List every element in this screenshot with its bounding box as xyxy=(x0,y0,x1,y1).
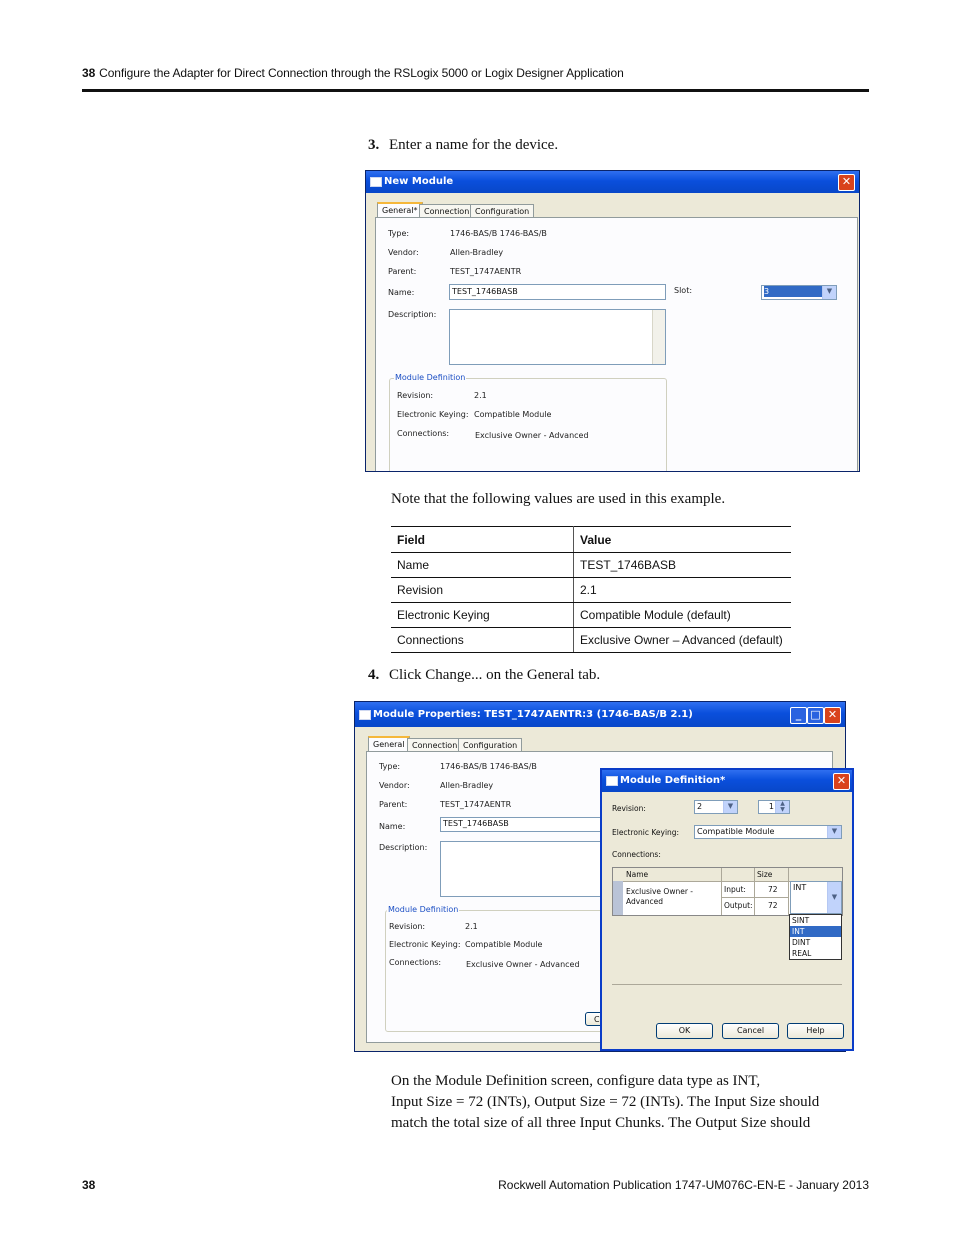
chevron-down-icon[interactable]: ▼ xyxy=(822,286,836,299)
connections-label: Connections: xyxy=(612,850,661,859)
slot-select[interactable] xyxy=(761,285,837,300)
slot-label: Slot: xyxy=(674,286,693,295)
data-type-option[interactable]: REAL xyxy=(792,949,812,958)
new-module-title: New Module xyxy=(384,176,454,187)
type-value: 1746-BAS/B 1746-BAS/B xyxy=(450,229,547,238)
divider xyxy=(612,984,842,985)
new-module-titlebar xyxy=(366,171,859,193)
data-type-option-selected[interactable]: INT xyxy=(790,926,841,937)
chevron-down-icon[interactable]: ▼ xyxy=(827,882,841,913)
footer-page-number: 38 xyxy=(82,1178,96,1192)
table-row xyxy=(391,553,791,578)
change-button[interactable]: C xyxy=(585,1012,609,1026)
grid-header-name: Name xyxy=(626,870,649,879)
tab-configuration[interactable]: Configuration xyxy=(470,204,534,218)
tab-connection[interactable]: Connection xyxy=(407,738,462,752)
step-3 xyxy=(368,137,558,154)
revision-major-value: 2 xyxy=(697,802,703,811)
vendor-value: Allen-Bradley xyxy=(450,248,504,257)
table-header-field: Field xyxy=(391,527,574,553)
tab-general[interactable]: General* xyxy=(377,202,423,218)
module-properties-titlebar xyxy=(355,702,845,727)
parent-value: TEST_1747AENTR xyxy=(440,800,512,809)
grid-divider xyxy=(721,868,722,915)
data-type-select[interactable] xyxy=(790,881,842,914)
scrollbar[interactable] xyxy=(652,310,665,364)
connections-label: Connections: xyxy=(389,958,442,967)
description-textarea[interactable] xyxy=(440,841,610,897)
module-definition-title: Module Definition* xyxy=(620,775,726,786)
description-textarea[interactable] xyxy=(449,309,666,365)
data-type-option[interactable]: DINT xyxy=(792,938,811,947)
connections-value: Exclusive Owner - Advanced xyxy=(466,960,580,969)
window-icon xyxy=(606,776,618,786)
name-label: Name: xyxy=(388,288,415,297)
close-icon[interactable]: ✕ xyxy=(833,773,850,790)
table-cell: Compatible Module (default) xyxy=(574,603,792,628)
revision-minor-value: 1 xyxy=(768,802,774,811)
maximize-icon[interactable]: □ xyxy=(807,707,824,724)
paragraph-line-1: On the Module Definition screen, configure data type as INT, xyxy=(391,1073,761,1089)
table-cell: Electronic Keying xyxy=(391,603,574,628)
keying-value: Compatible Module xyxy=(465,940,543,949)
row-selector[interactable] xyxy=(613,881,623,915)
header-rule xyxy=(82,89,869,92)
keying-select[interactable] xyxy=(694,825,842,839)
header-title: Configure the Adapter for Direct Connection through the RSLogix 5000 or Logix Designer Application xyxy=(99,66,624,80)
close-icon[interactable]: ✕ xyxy=(824,707,841,724)
tab-connection[interactable]: Connection xyxy=(419,204,474,218)
grid-divider xyxy=(788,868,789,915)
grid-divider xyxy=(754,868,755,915)
header-page-number: 38 xyxy=(82,66,96,80)
keying-label: Electronic Keying: xyxy=(389,940,461,949)
window-icon xyxy=(370,177,382,187)
table-cell: Connections xyxy=(391,628,574,653)
step-4-text: Click Change... on the General tab. xyxy=(389,667,601,683)
table-header-row xyxy=(391,527,791,553)
module-definition-legend: Module Definition xyxy=(395,373,466,382)
name-label: Name: xyxy=(379,822,406,831)
step-4-number: 4. xyxy=(368,667,380,683)
body-paragraph xyxy=(391,1071,871,1134)
keying-label: Electronic Keying: xyxy=(397,410,469,419)
table-cell: Name xyxy=(391,553,574,578)
minimize-icon[interactable]: _ xyxy=(790,707,807,724)
revision-label: Revision: xyxy=(397,391,434,400)
module-definition-legend: Module Definition xyxy=(388,905,459,914)
revision-label: Revision: xyxy=(612,804,646,813)
general-panel xyxy=(375,217,858,472)
connections-value: Exclusive Owner - Advanced xyxy=(475,431,589,440)
name-input[interactable]: TEST_1746BASB xyxy=(440,817,610,832)
data-type-value: INT xyxy=(793,883,807,892)
vendor-label: Vendor: xyxy=(379,781,410,790)
step-4 xyxy=(368,667,600,684)
ok-button[interactable]: OK xyxy=(656,1023,713,1039)
tab-general[interactable]: General xyxy=(368,736,410,752)
table-row xyxy=(391,603,791,628)
type-value: 1746-BAS/B 1746-BAS/B xyxy=(440,762,537,771)
table-cell: Revision xyxy=(391,578,574,603)
table-row xyxy=(391,578,791,603)
output-label: Output: xyxy=(724,901,753,910)
module-definition-titlebar xyxy=(602,770,852,792)
description-label: Description: xyxy=(388,310,437,319)
type-label: Type: xyxy=(388,229,410,238)
cancel-button[interactable]: Cancel xyxy=(722,1023,779,1039)
revision-major-select[interactable] xyxy=(694,800,738,814)
parent-value: TEST_1747AENTR xyxy=(450,267,522,276)
close-icon[interactable]: ✕ xyxy=(838,174,855,191)
table-cell: TEST_1746BASB xyxy=(574,553,792,578)
table-cell: 2.1 xyxy=(574,578,792,603)
keying-label: Electronic Keying: xyxy=(612,828,680,837)
input-label: Input: xyxy=(724,885,746,894)
table-row xyxy=(391,628,791,653)
grid-row-divider xyxy=(721,897,788,898)
grid-header-size: Size xyxy=(757,870,773,879)
input-size[interactable]: 72 xyxy=(768,885,778,894)
running-header xyxy=(82,66,624,80)
chevron-down-icon[interactable]: ▼ xyxy=(723,801,737,813)
chevron-down-icon[interactable]: ▼ xyxy=(827,826,841,838)
data-type-dropdown xyxy=(789,914,842,960)
revision-minor-spinner[interactable] xyxy=(758,800,790,814)
module-properties-title: Module Properties: TEST_1747AENTR:3 (1746-BAS/B 2.1) xyxy=(373,709,693,720)
parent-label: Parent: xyxy=(388,267,417,276)
keying-value: Compatible Module xyxy=(474,410,552,419)
step-3-number: 3. xyxy=(368,137,380,153)
connections-label: Connections: xyxy=(397,429,450,438)
connections-grid xyxy=(612,867,843,916)
tab-configuration[interactable]: Configuration xyxy=(458,738,522,752)
revision-value: 2.1 xyxy=(474,391,487,400)
vendor-value: Allen-Bradley xyxy=(440,781,494,790)
output-size[interactable]: 72 xyxy=(768,901,778,910)
data-type-option[interactable]: SINT xyxy=(792,916,810,925)
table-cell: Exclusive Owner – Advanced (default) xyxy=(574,628,792,653)
keying-value: Compatible Module xyxy=(697,827,775,836)
revision-label: Revision: xyxy=(389,922,426,931)
module-definition-dialog xyxy=(600,768,854,1051)
paragraph-line-2: Input Size = 72 (INTs), Output Size = 72 (INTs). The Input Size should xyxy=(391,1094,820,1110)
slot-value: 3 xyxy=(764,286,822,297)
revision-value: 2.1 xyxy=(465,922,478,931)
help-button[interactable]: Help xyxy=(787,1023,844,1039)
vendor-label: Vendor: xyxy=(388,248,419,257)
spinner-arrows-icon[interactable]: ▲ ▼ xyxy=(775,801,789,813)
step-3-text: Enter a name for the device. xyxy=(389,137,559,153)
values-table xyxy=(391,526,791,653)
connection-name: Exclusive Owner - Advanced xyxy=(626,887,694,906)
description-label: Description: xyxy=(379,843,428,852)
paragraph-line-3: match the total size of all three Input Chunks. The Output Size should xyxy=(391,1115,811,1131)
footer-publication: Rockwell Automation Publication 1747-UM076C-EN-E - January 2013 xyxy=(498,1178,869,1192)
table-header-value: Value xyxy=(574,527,792,553)
window-icon xyxy=(359,710,371,720)
name-input[interactable]: TEST_1746BASB xyxy=(449,284,666,300)
note-text: Note that the following values are used in this example. xyxy=(391,491,726,507)
type-label: Type: xyxy=(379,762,401,771)
new-module-dialog xyxy=(365,170,860,472)
parent-label: Parent: xyxy=(379,800,408,809)
